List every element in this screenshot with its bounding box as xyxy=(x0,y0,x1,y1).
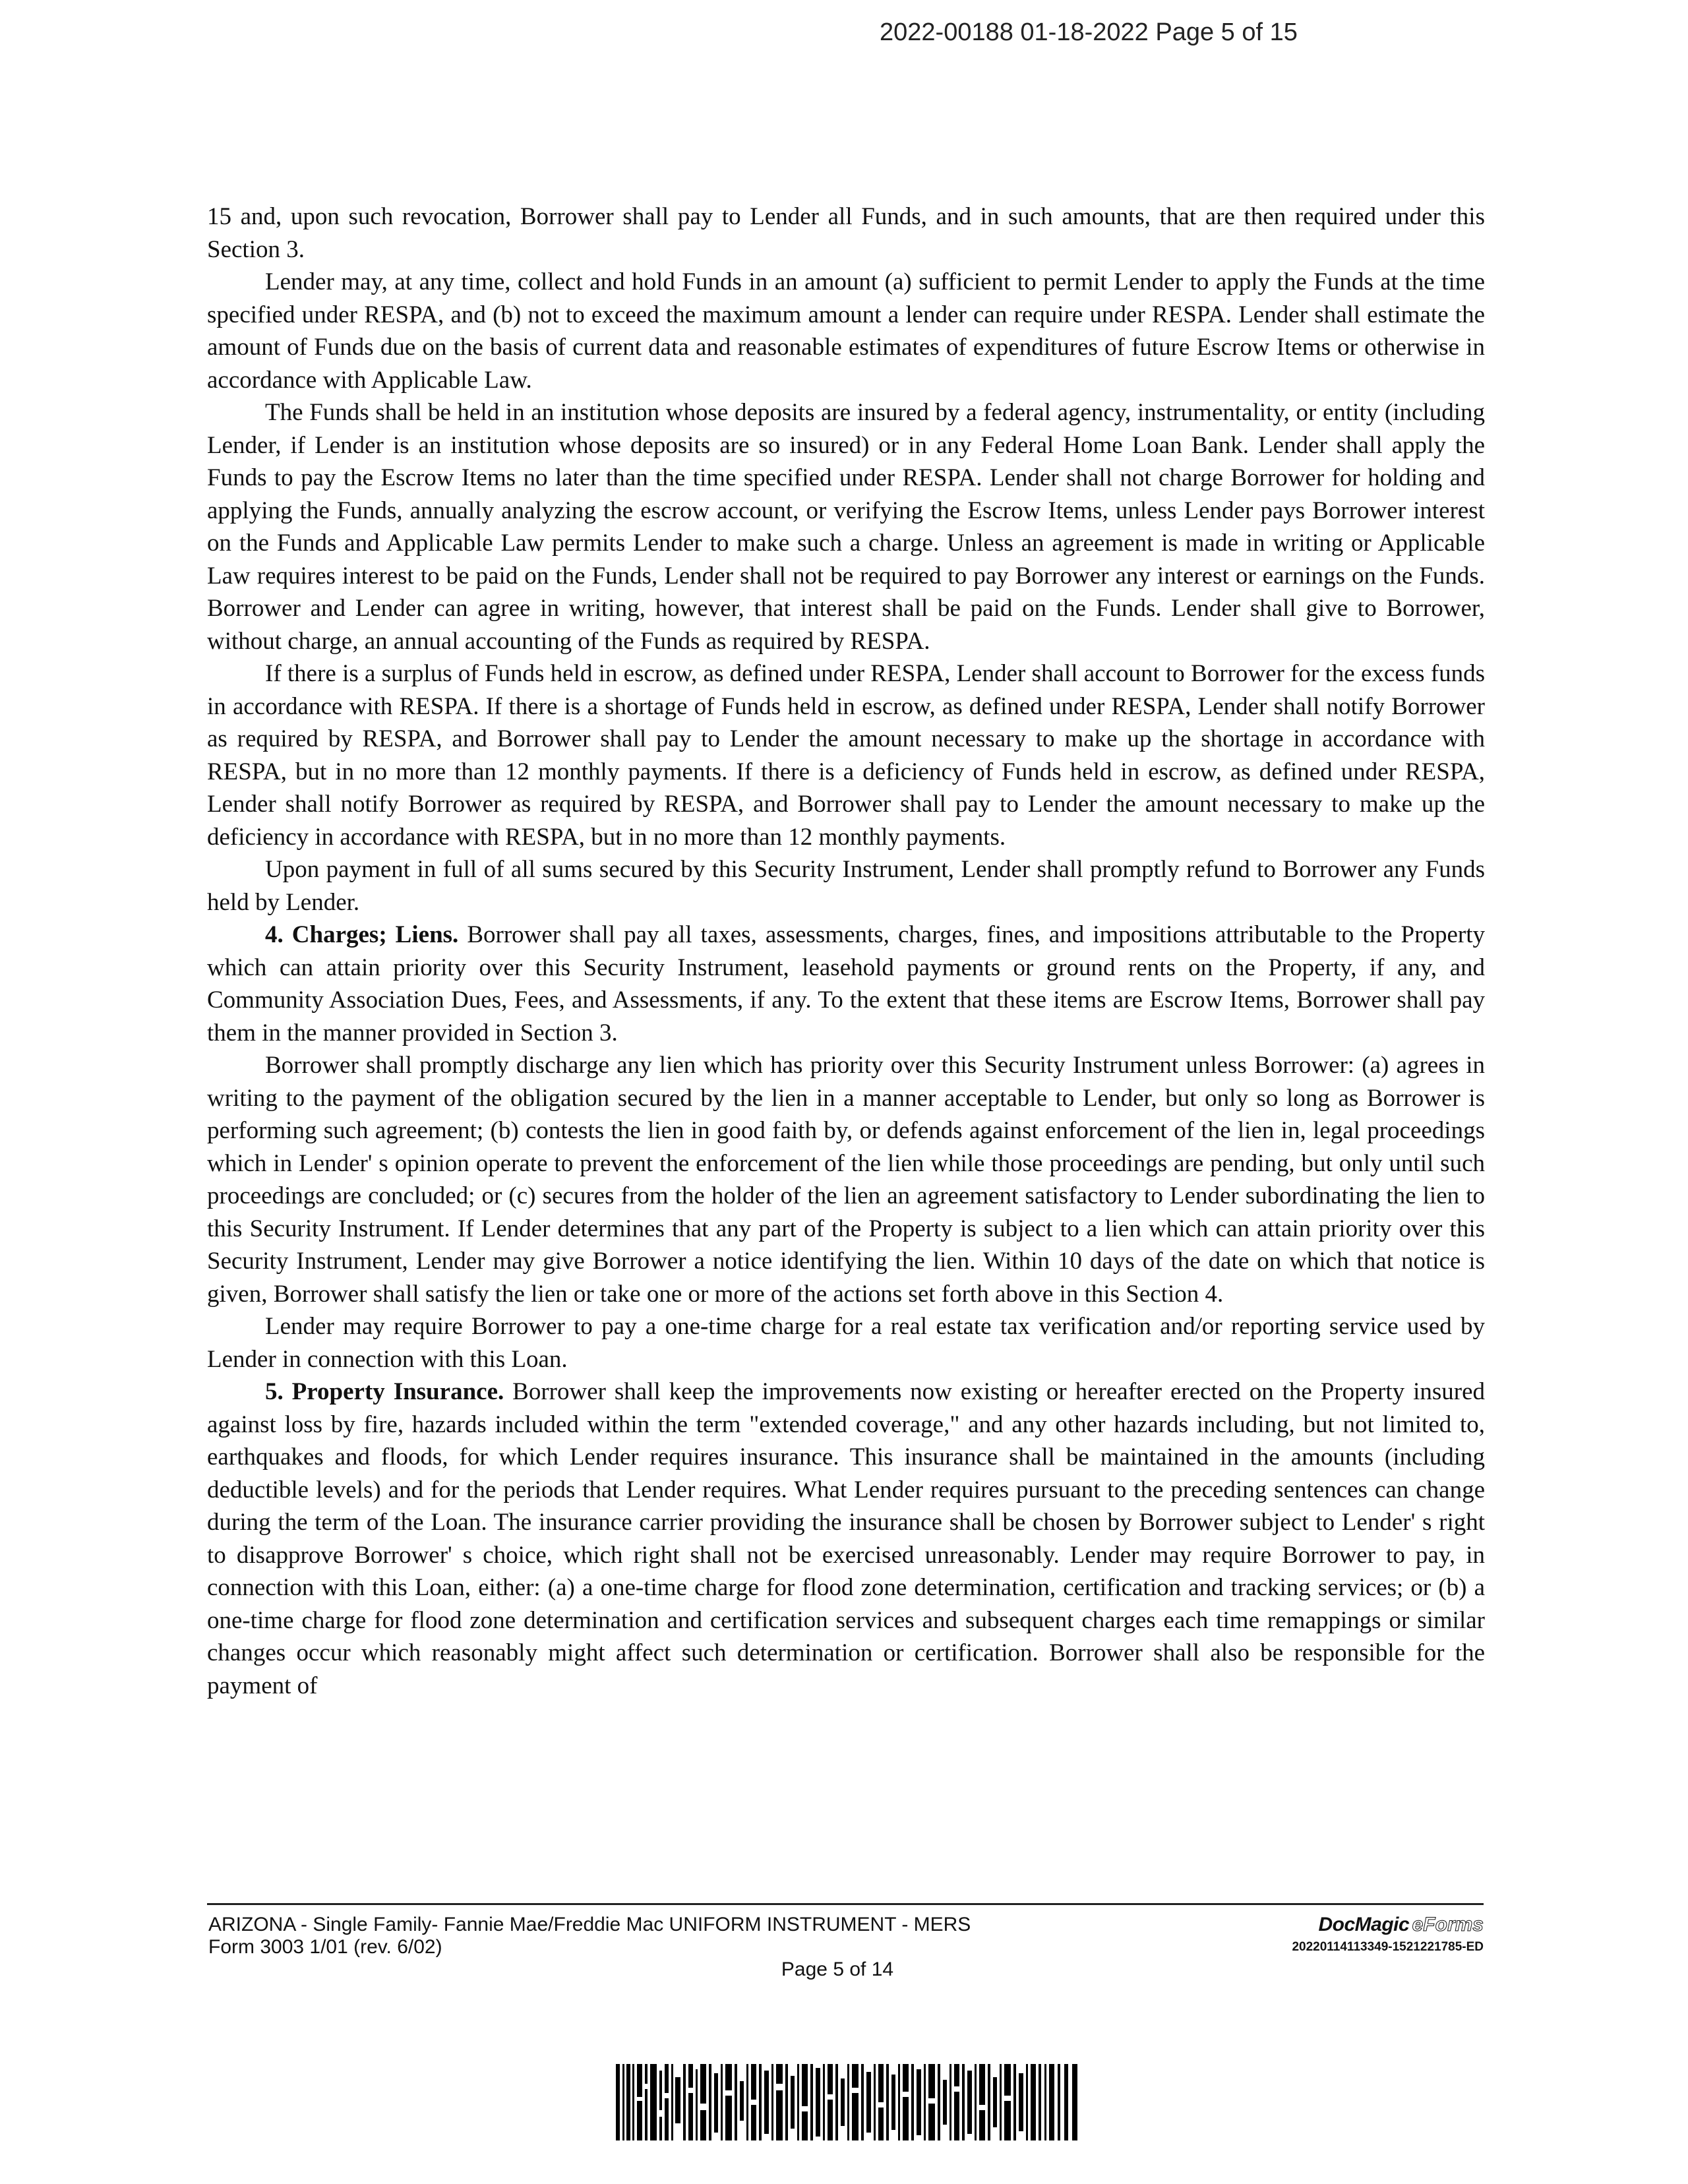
section-4-text: Borrower shall pay all taxes, assessments, charges, fines, and impositions attributable to the Property which can attain priority over this Security Instrument, leasehold payments or ground rents on the Property, if any, and Community Association Dues, Fees, and Assessments, if any. To the extent that these items are Escrow Items, Borrower shall pay them in the manner provided in Section 3. xyxy=(207,921,1485,1046)
footer-form-info xyxy=(208,1914,971,1958)
section-4-paragraph xyxy=(207,919,1485,1049)
brand-suffix: eForms xyxy=(1412,1914,1484,1935)
paragraph: Upon payment in full of all sums secured by this Security Instrument, Lender shall promptly refund to Borrower any Funds held by Lender. xyxy=(207,856,1485,916)
paragraph: The Funds shall be held in an institution whose deposits are insured by a federal agency, instrumentality, or entity (including Lender, if Lender is an institution whose deposits are so insured) or in any Federal Home Loan Bank. Lender shall apply the Funds to pay the Escrow Items no later than the time specified under RESPA. Lender shall not charge Borrower for holding and applying the Funds, annually analyzing the escrow account, or verifying the Escrow Items, unless Lender pays Borrower interest on the Funds and Applicable Law permits Lender to make such a charge. Unless an agreement is made in writing or Applicable Law requires interest to be paid on the Funds, Lender shall not be required to pay Borrower any interest or earnings on the Funds. Borrower and Lender can agree in writing, however, that interest shall be paid on the Funds. Lender shall give to Borrower, without charge, an annual accounting of the Funds as required by RESPA. xyxy=(207,399,1485,655)
document-body xyxy=(207,200,1485,1702)
brand-name: DocMagic xyxy=(1318,1914,1410,1935)
paragraph: Borrower shall promptly discharge any lien which has priority over this Security Instrument unless Borrower: (a) agrees in writing to the payment of the obligation secured by the lien in a manner acceptable to Lender, but only so long as Borrower is performing such agreement; (b) contests the lien in good faith by, or defends against enforcement of the lien in, legal proceedings which in Lender' s opinion operate to prevent the enforcement of the lien while those proceedings are pending, but only until such proceedings are concluded; or (c) secures from the holder of the lien an agreement satisfactory to Lender subordinating the lien to this Security Instrument. If Lender determines that any part of the Property is subject to a lien which can attain priority over this Security Instrument, Lender may give Borrower a notice identifying the lien. Within 10 days of the date on which that notice is given, Borrower shall satisfy the lien or take one or more of the actions set forth above in this Section 4. xyxy=(207,1052,1485,1308)
brand-logo xyxy=(1200,1914,1484,1936)
barcode-image xyxy=(616,2064,1077,2140)
form-number: Form 3003 1/01 (rev. 6/02) xyxy=(208,1936,442,1958)
section-5-paragraph xyxy=(207,1376,1485,1702)
section-5-heading: 5. Property Insurance. xyxy=(265,1378,504,1405)
paragraph: Lender may require Borrower to pay a one-time charge for a real estate tax verification and/or reporting service used by Lender in connection with this Loan. xyxy=(207,1313,1485,1373)
form-title: ARIZONA - Single Family- Fannie Mae/Freddie Mac UNIFORM INSTRUMENT - MERS xyxy=(208,1914,971,1935)
footer-brand xyxy=(1200,1914,1484,1955)
document-id: 20220114113349-1521221785-ED xyxy=(1292,1940,1484,1954)
recording-stamp: 2022-00188 01-18-2022 Page 5 of 15 xyxy=(880,18,1298,46)
paragraph: Lender may, at any time, collect and hold Funds in an amount (a) sufficient to permit Lender to apply the Funds at the time specified under RESPA, and (b) not to exceed the maximum amount a lender can require under RESPA. Lender shall estimate the amount of Funds due on the basis of current data and reasonable estimates of expenditures of future Escrow Items or otherwise in accordance with Applicable Law. xyxy=(207,268,1485,394)
section-4-heading: 4. Charges; Liens. xyxy=(265,921,459,948)
paragraph: 15 and, upon such revocation, Borrower shall pay to Lender all Funds, and in such amounts, that are then required under this Section 3. xyxy=(207,203,1485,263)
section-5-text: Borrower shall keep the improvements now existing or hereafter erected on the Property insured against loss by fire, hazards included within the term "extended coverage," and any other hazards including, but not limited to, earthquakes and floods, for which Lender requires insurance. This insurance shall be maintained in the amounts (including deductible levels) and for the periods that Lender requires. What Lender requires pursuant to the preceding sentences can change during the term of the Loan. The insurance carrier providing the insurance shall be chosen by Borrower subject to Lender' s right to disapprove Borrower' s choice, which right shall not be exercised unreasonably. Lender may require Borrower to pay, in connection with this Loan, either: (a) a one-time charge for flood zone determination, certification and tracking services; or (b) a one-time charge for flood zone determination and certification services and subsequent charges each time remappings or similar changes occur which reasonably might affect such determination or certification. Borrower shall also be responsible for the payment of xyxy=(207,1378,1485,1699)
page-number: Page 5 of 14 xyxy=(781,1958,894,1980)
footer-divider xyxy=(207,1903,1484,1905)
paragraph: If there is a surplus of Funds held in escrow, as defined under RESPA, Lender shall account to Borrower for the excess funds in accordance with RESPA. If there is a shortage of Funds held in escrow, as defined under RESPA, Lender shall notify Borrower as required by RESPA, and Borrower shall pay to Lender the amount necessary to make up the shortage in accordance with RESPA, but in no more than 12 monthly payments. If there is a deficiency of Funds held in escrow, as defined under RESPA, Lender shall notify Borrower as required by RESPA, and Borrower shall pay to Lender the amount necessary to make up the deficiency in accordance with RESPA, but in no more than 12 monthly payments. xyxy=(207,660,1485,851)
